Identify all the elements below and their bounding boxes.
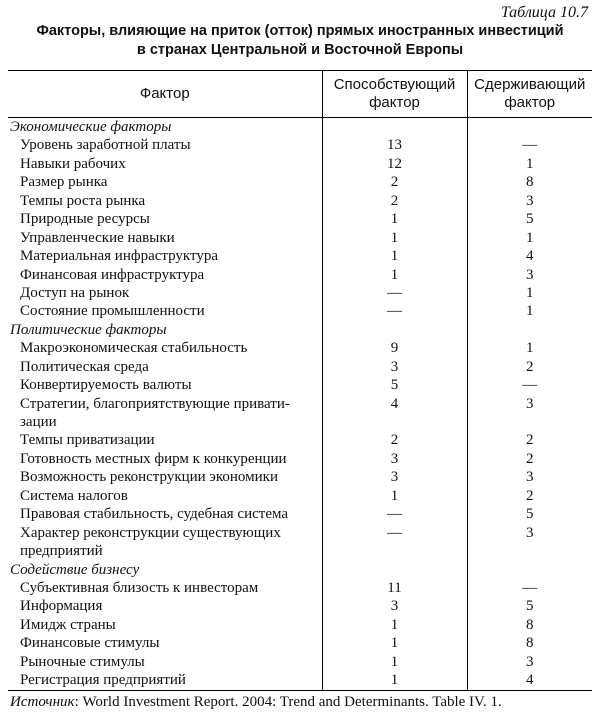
promoting-value: 1 — [322, 671, 467, 690]
section-label: Содействие бизнесу — [10, 561, 140, 578]
factor-name: Финансовые стимулы — [20, 635, 160, 652]
table-row — [8, 284, 592, 302]
restraining-value: 3 — [467, 653, 592, 671]
table-row — [8, 247, 592, 265]
empty-cell — [467, 321, 592, 339]
header-promoting-line: Способствующий — [333, 76, 456, 93]
header-promoting — [322, 71, 467, 118]
factor-name: Регистрация предприятий — [8, 671, 322, 690]
table-row — [8, 358, 592, 376]
factor-name: Стратегии, благоприятствующие привати- — [20, 395, 290, 412]
empty-cell — [322, 413, 467, 431]
promoting-value: 2 — [322, 192, 467, 210]
promoting-value: 2 — [322, 173, 467, 191]
factor-name: Уровень заработной платы — [20, 137, 191, 154]
factor-name: Готовность местных фирм к конкуренции — [20, 450, 287, 467]
restraining-value: — — [467, 579, 592, 597]
factor-name: Управленческие навыки — [20, 229, 175, 246]
restraining-value: 1 — [467, 284, 592, 302]
promoting-value: 3 — [322, 358, 467, 376]
header-factor: Фактор — [8, 71, 322, 118]
empty-cell — [467, 118, 592, 137]
source-label: Источник — [10, 694, 75, 710]
factor-name: Доступ на рынок — [20, 284, 130, 301]
promoting-value: 3 — [322, 597, 467, 615]
table-row — [8, 376, 592, 394]
restraining-value: 1 — [467, 155, 592, 173]
factor-name: Правовая стабильность, судебная система — [20, 506, 289, 523]
title-line: Факторы, влияющие на приток (отток) прямых иностранных инвестиций — [36, 23, 564, 39]
restraining-value: 2 — [467, 450, 592, 468]
promoting-value: 1 — [322, 634, 467, 652]
restraining-value: 8 — [467, 634, 592, 652]
empty-cell — [322, 321, 467, 339]
promoting-value: 13 — [322, 136, 467, 154]
header-row — [8, 71, 592, 118]
factor-name: Характер реконструкции существующих — [20, 524, 281, 541]
factor-name: Макроэкономическая стабильность — [20, 340, 248, 357]
promoting-value: 1 — [322, 616, 467, 634]
table-row — [8, 597, 592, 615]
section-label: Экономические факторы — [10, 119, 172, 135]
table-row — [8, 229, 592, 247]
factor-name: Политическая среда — [20, 358, 149, 375]
factor-name: Темпы роста рынка — [20, 192, 146, 209]
table-row-continuation — [8, 542, 592, 560]
table-row — [8, 155, 592, 173]
table-row — [8, 395, 592, 413]
restraining-value: — — [467, 136, 592, 154]
empty-cell — [467, 561, 592, 579]
factor-name: Субъективная близость к инвесторам — [20, 579, 259, 596]
restraining-value: 2 — [467, 358, 592, 376]
restraining-value: 4 — [467, 671, 592, 690]
promoting-value: 1 — [322, 487, 467, 505]
table-row — [8, 266, 592, 284]
restraining-value: 8 — [467, 173, 592, 191]
restraining-value: 3 — [467, 468, 592, 486]
restraining-value: 2 — [467, 487, 592, 505]
section-row — [8, 561, 592, 579]
restraining-value: 1 — [467, 339, 592, 357]
promoting-value: 3 — [322, 468, 467, 486]
table-row — [8, 579, 592, 597]
factor-name: предприятий — [20, 543, 103, 560]
restraining-value: 3 — [467, 192, 592, 210]
header-promoting-line: фактор — [369, 94, 420, 111]
factor-name: Финансовая инфраструктура — [20, 266, 205, 283]
table-row — [8, 671, 592, 690]
table-row — [8, 616, 592, 634]
section-row — [8, 321, 592, 339]
table-row — [8, 634, 592, 652]
promoting-value: 2 — [322, 431, 467, 449]
promoting-value: 1 — [322, 266, 467, 284]
table-row — [8, 192, 592, 210]
table-row — [8, 468, 592, 486]
promoting-value: 1 — [322, 653, 467, 671]
restraining-value: 3 — [467, 266, 592, 284]
factor-name: Возможность реконструкции экономики — [20, 469, 278, 486]
promoting-value: 4 — [322, 395, 467, 413]
factor-name: Навыки рабочих — [20, 155, 126, 172]
promoting-value: 9 — [322, 339, 467, 357]
source-note — [10, 694, 502, 711]
table-row — [8, 524, 592, 542]
restraining-value: — — [467, 376, 592, 394]
factors-table — [8, 70, 592, 691]
factor-name: Природные ресурсы — [20, 211, 150, 228]
table-row — [8, 173, 592, 191]
header-restraining-line: фактор — [504, 94, 556, 111]
restraining-value: 8 — [467, 616, 592, 634]
promoting-value: 5 — [322, 376, 467, 394]
factor-name: Темпы приватизации — [20, 432, 155, 449]
restraining-value: 4 — [467, 247, 592, 265]
restraining-value: 5 — [467, 210, 592, 228]
restraining-value: 3 — [467, 524, 592, 542]
restraining-value: 1 — [467, 229, 592, 247]
header-restraining — [467, 71, 592, 118]
section-row — [8, 118, 592, 137]
table-body — [8, 118, 592, 691]
restraining-value: 2 — [467, 431, 592, 449]
table-row — [8, 339, 592, 357]
factor-name: Информация — [20, 598, 103, 615]
empty-cell — [467, 413, 592, 431]
promoting-value: — — [322, 302, 467, 320]
factor-name: зации — [20, 414, 57, 430]
header-restraining-line: Сдерживающий — [474, 76, 586, 93]
factor-name: Материальная инфраструктура — [20, 248, 219, 265]
promoting-value: 1 — [322, 210, 467, 228]
table-row — [8, 450, 592, 468]
promoting-value: — — [322, 505, 467, 523]
factor-name: Имидж страны — [20, 616, 116, 633]
empty-cell — [322, 542, 467, 560]
promoting-value: — — [322, 284, 467, 302]
restraining-value: 5 — [467, 505, 592, 523]
title-line: в странах Центральной и Восточной Европы — [136, 42, 464, 58]
table-number: Таблица 10.7 — [500, 4, 588, 21]
promoting-value: — — [322, 524, 467, 542]
table-row-continuation — [8, 413, 592, 431]
table-title — [0, 22, 600, 60]
table-row — [8, 431, 592, 449]
table-row — [8, 210, 592, 228]
table-row — [8, 653, 592, 671]
section-label: Политические факторы — [10, 321, 167, 338]
promoting-value: 11 — [322, 579, 467, 597]
promoting-value: 3 — [322, 450, 467, 468]
promoting-value: 1 — [322, 229, 467, 247]
table-row — [8, 505, 592, 523]
promoting-value: 1 — [322, 247, 467, 265]
empty-cell — [467, 542, 592, 560]
empty-cell — [322, 118, 467, 137]
restraining-value: 3 — [467, 395, 592, 413]
factor-name: Конвертируемость валюты — [20, 377, 192, 394]
factor-name: Рыночные стимулы — [20, 653, 145, 670]
restraining-value: 1 — [467, 302, 592, 320]
table-row — [8, 136, 592, 154]
source-text: : World Investment Report. 2004: Trend and Determinants. Table IV. 1. — [74, 694, 502, 710]
factor-name: Состояние промышленности — [20, 303, 205, 320]
factor-name: Размер рынка — [20, 174, 108, 191]
promoting-value: 12 — [322, 155, 467, 173]
restraining-value: 5 — [467, 597, 592, 615]
table-row — [8, 302, 592, 320]
table-row — [8, 487, 592, 505]
empty-cell — [322, 561, 467, 579]
factor-name: Система налогов — [20, 487, 128, 504]
